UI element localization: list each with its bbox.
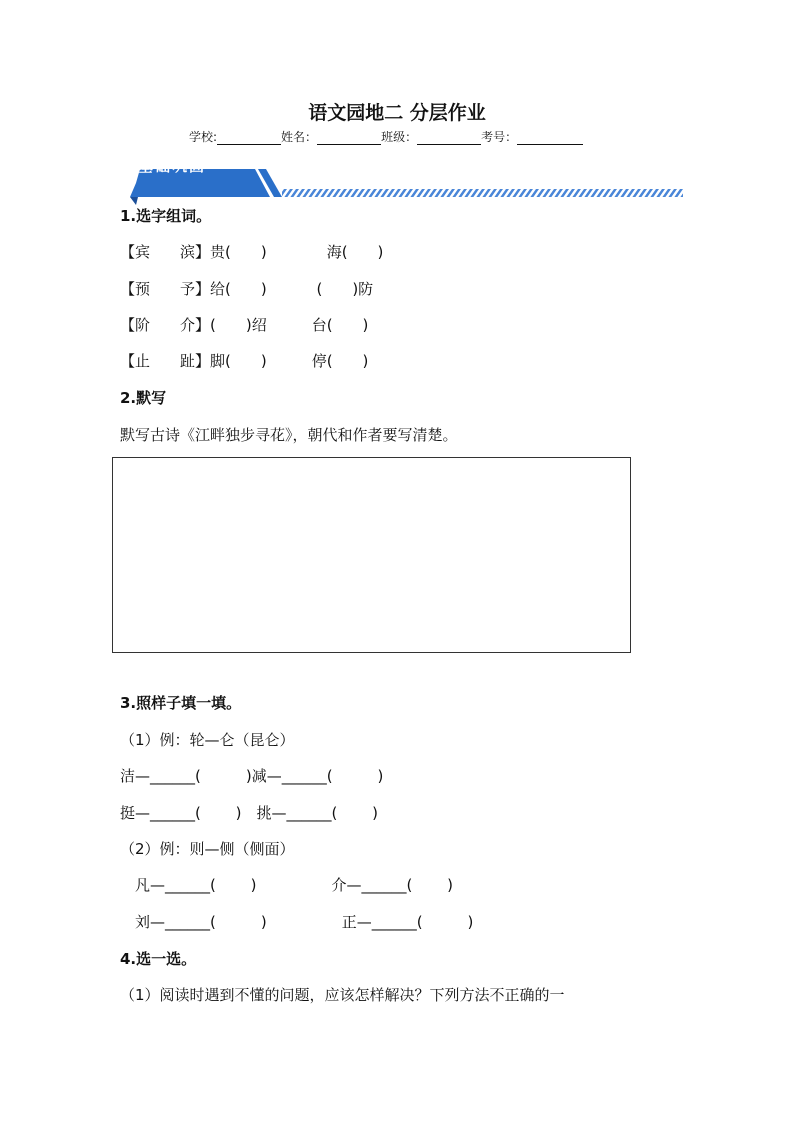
q1-row: 【宾 滨】贵( ) 海( ) — [120, 243, 384, 261]
page-title: 语文园地二 分层作业 — [308, 102, 486, 124]
q4-title: 4.选一选。 — [120, 950, 197, 968]
school-blank[interactable] — [217, 130, 281, 145]
banner-graphic — [130, 169, 685, 205]
q1-title: 1.选字组词。 — [120, 207, 212, 225]
exam-label: 考号： — [481, 130, 518, 144]
school-label: 学校: — [189, 130, 218, 144]
q1-row: 【止 趾】脚( ) 停( ) — [120, 352, 369, 370]
q2-prompt: 默写古诗《江畔独步寻花》，朝代和作者要写清楚。 — [120, 426, 458, 444]
q3-row: 洁—______( )减—______( ) — [120, 767, 384, 785]
class-label: 班级： — [381, 130, 418, 144]
q2-title: 2.默写 — [120, 389, 167, 407]
exam-number-blank[interactable] — [517, 130, 583, 145]
q3-example-1: （1）例：轮—仑（昆仑） — [120, 731, 295, 749]
q3-title: 3.照样子填一填。 — [120, 694, 242, 712]
q3-row: 挺—______( ) 挑—______( ) — [120, 804, 378, 822]
name-blank[interactable] — [317, 130, 381, 145]
q4-question-1: （1）阅读时遇到不懂的问题，应该怎样解决？下列方法不正确的一 — [120, 986, 565, 1004]
q3-row: 刘—______( ) 正—______( ) — [120, 913, 474, 931]
poem-answer-box[interactable] — [112, 457, 631, 653]
q3-row: 凡—______( ) 介—______( ) — [120, 876, 453, 894]
class-blank[interactable] — [417, 130, 481, 145]
name-label: 姓名： — [281, 130, 318, 144]
section-banner — [120, 150, 675, 186]
section-label: 基础巩固 — [138, 157, 207, 175]
student-info-line — [189, 128, 583, 145]
q3-example-2: （2）例：则—侧（侧面） — [120, 840, 295, 858]
q1-row: 【预 予】给( ) ( )防 — [120, 280, 374, 298]
q1-row: 【阶 介】( )绍 台( ) — [120, 316, 369, 334]
